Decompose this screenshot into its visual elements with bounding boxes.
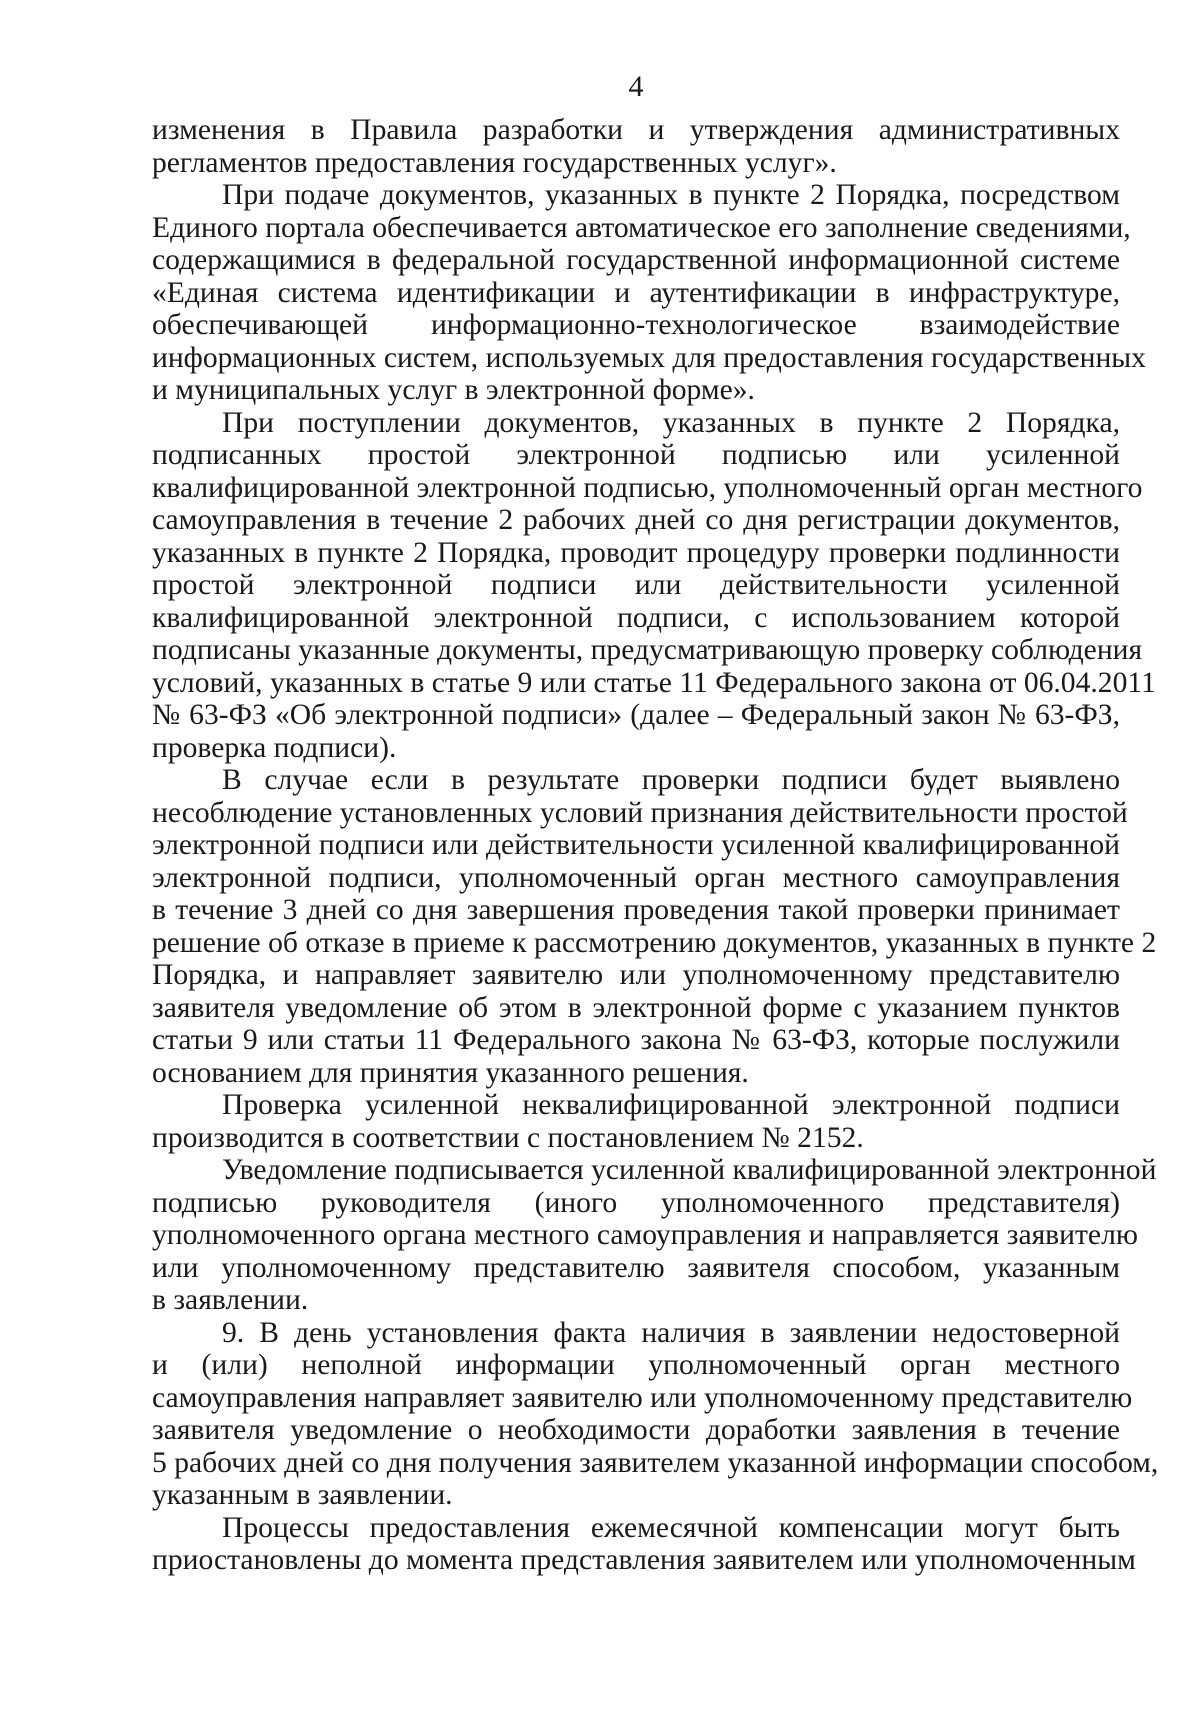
text-line: изменения в Правила разработки и утверждения административных (152, 114, 1120, 146)
paragraph (152, 1089, 1120, 1154)
text-line: регламентов предоставления государственных услуг». (152, 146, 837, 179)
text-line: содержащимися в федеральной государственной информационной системе (152, 244, 1120, 276)
text-line: В случае если в результате проверки подписи будет выявлено (222, 764, 1120, 796)
text-line: подписанных простой электронной подписью или усиленной (152, 439, 1120, 471)
text-line: Проверка усиленной неквалифицированной электронной подписи (222, 1089, 1120, 1121)
text-line: информационных систем, используемых для предоставления государственных (152, 341, 1146, 374)
text-line: проверка подписи). (152, 731, 397, 764)
text-line: несоблюдение установленных условий признания действительности простой (152, 796, 1128, 829)
text-line: «Единая система идентификации и аутентификации в инфраструктуре, (152, 276, 1120, 309)
text-line: в течение 3 дней со дня завершения проведения такой проверки принимает (152, 894, 1120, 926)
text-line: Порядка, и направляет заявителю или уполномоченному представителю (152, 959, 1120, 991)
text-line: производится в соответствии с постановлением № 2152. (152, 1121, 864, 1154)
text-line: указанных в пункте 2 Порядка, проводит процедуру проверки подлинности (152, 536, 1120, 569)
text-line: и (или) неполной информации уполномоченный орган местного (152, 1349, 1120, 1381)
text-line: При подаче документов, указанных в пункте 2 Порядка, посредством (222, 179, 1120, 211)
text-line: простой электронной подписи или действительности усиленной (152, 569, 1120, 601)
text-line: самоуправления в течение 2 рабочих дней со дня регистрации документов, (152, 504, 1120, 536)
paragraph (152, 114, 1120, 179)
text-line: № 63-ФЗ «Об электронной подписи» (далее – Федеральный закон № 63-ФЗ, (152, 699, 1120, 731)
text-line: подписью руководителя (иного уполномоченного представителя) (152, 1186, 1120, 1219)
paragraph (152, 1316, 1159, 1512)
text-line: заявителя уведомление об этом в электронной форме с указанием пунктов (152, 991, 1120, 1024)
page-number: 4 (628, 70, 644, 103)
text-line: приостановлены до момента представления заявителем или уполномоченным (152, 1544, 1136, 1576)
document-body (152, 114, 1159, 1577)
text-line: решение об отказе в приеме к рассмотрению документов, указанных в пункте 2 (152, 926, 1157, 959)
text-line: статьи 9 или статьи 11 Федерального закона № 63-ФЗ, которые послужили (152, 1024, 1120, 1056)
text-line: электронной подписи или действительности усиленной квалифицированной (152, 829, 1120, 861)
text-line: подписаны указанные документы, предусматривающую проверку соблюдения (152, 634, 1143, 666)
text-line: условий, указанных в статье 9 или статье 11 Федерального закона от 06.04.2011 (152, 666, 1156, 699)
paragraph (152, 764, 1157, 1089)
text-line: При поступлении документов, указанных в пункте 2 Порядка, (222, 406, 1120, 439)
text-line: уполномоченного органа местного самоуправления и направляется заявителю (152, 1219, 1138, 1251)
text-line: обеспечивающей информационно-технологическое взаимодействие (152, 309, 1120, 341)
text-line: квалифицированной электронной подписью, уполномоченный орган местного (152, 471, 1143, 504)
text-line: квалифицированной электронной подписи, с использованием которой (152, 601, 1120, 634)
text-line: указанным в заявлении. (152, 1479, 453, 1511)
text-line: 5 рабочих дней со дня получения заявителем указанной информации способом, (152, 1446, 1159, 1479)
paragraph (152, 1511, 1136, 1577)
text-line: 9. В день установления факта наличия в заявлении недостоверной (222, 1316, 1120, 1349)
text-line: основанием для принятия указанного решения. (152, 1056, 749, 1089)
text-line: или уполномоченному представителю заявителя способом, указанным (152, 1251, 1120, 1284)
text-line: заявителя уведомление о необходимости доработки заявления в течение (152, 1414, 1120, 1446)
text-line: Единого портала обеспечивается автоматическое его заполнение сведениями, (152, 211, 1131, 244)
text-line: электронной подписи, уполномоченный орган местного самоуправления (152, 861, 1120, 894)
paragraph (152, 179, 1146, 407)
text-line: самоуправления направляет заявителю или уполномоченному представителю (152, 1381, 1133, 1414)
text-line: Процессы предоставления ежемесячной компенсации могут быть (222, 1511, 1120, 1544)
text-line: в заявлении. (152, 1284, 309, 1316)
text-line: и муниципальных услуг в электронной форме». (152, 374, 755, 406)
paragraph (152, 1154, 1157, 1317)
paragraph (152, 406, 1156, 765)
text-line: Уведомление подписывается усиленной квалифицированной электронной (222, 1154, 1157, 1186)
